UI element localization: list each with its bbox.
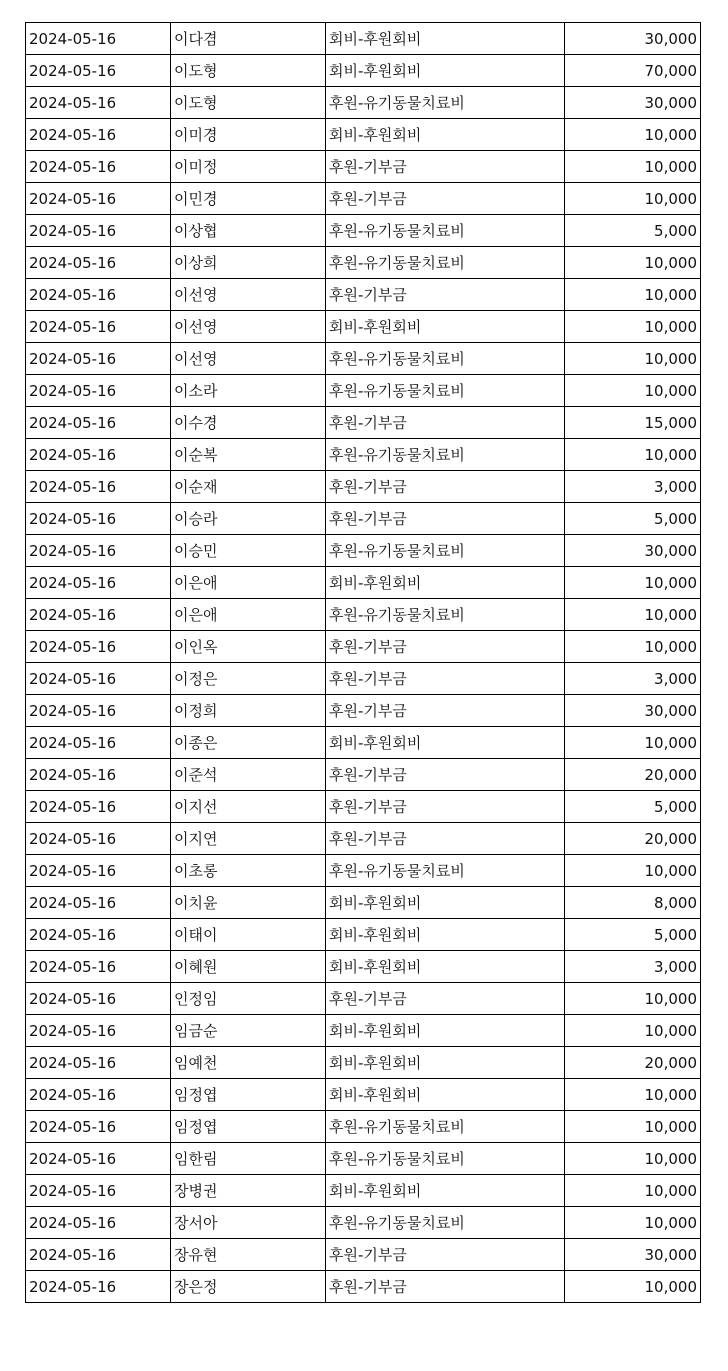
amount-cell: 30,000 [565,1239,701,1271]
donor-name-cell: 임금순 [171,1015,326,1047]
date-cell: 2024-05-16 [26,311,171,343]
amount-cell: 10,000 [565,1079,701,1111]
category-cell: 후원-기부금 [326,823,565,855]
date-cell: 2024-05-16 [26,1271,171,1303]
table-row [26,183,701,215]
table-row [26,663,701,695]
table-row [26,855,701,887]
category-cell: 회비-후원회비 [326,1175,565,1207]
amount-cell: 5,000 [565,919,701,951]
table-row [26,407,701,439]
table-row [26,23,701,55]
amount-cell: 10,000 [565,279,701,311]
table-row [26,1207,701,1239]
amount-cell: 10,000 [565,1015,701,1047]
date-cell: 2024-05-16 [26,279,171,311]
table-row [26,759,701,791]
amount-cell: 10,000 [565,1207,701,1239]
donor-name-cell: 이종은 [171,727,326,759]
donor-name-cell: 인정임 [171,983,326,1015]
table-row [26,727,701,759]
date-cell: 2024-05-16 [26,663,171,695]
category-cell: 후원-유기동물치료비 [326,1207,565,1239]
amount-cell: 20,000 [565,759,701,791]
amount-cell: 3,000 [565,471,701,503]
amount-cell: 30,000 [565,23,701,55]
amount-cell: 5,000 [565,503,701,535]
category-cell: 후원-기부금 [326,695,565,727]
amount-cell: 10,000 [565,119,701,151]
category-cell: 후원-기부금 [326,1271,565,1303]
table-row [26,1079,701,1111]
date-cell: 2024-05-16 [26,503,171,535]
category-cell: 후원-유기동물치료비 [326,439,565,471]
date-cell: 2024-05-16 [26,887,171,919]
category-cell: 회비-후원회비 [326,55,565,87]
amount-cell: 10,000 [565,599,701,631]
amount-cell: 10,000 [565,439,701,471]
category-cell: 회비-후원회비 [326,951,565,983]
category-cell: 후원-유기동물치료비 [326,215,565,247]
category-cell: 회비-후원회비 [326,1047,565,1079]
donor-name-cell: 이지연 [171,823,326,855]
date-cell: 2024-05-16 [26,535,171,567]
date-cell: 2024-05-16 [26,471,171,503]
category-cell: 후원-유기동물치료비 [326,375,565,407]
table-row [26,1111,701,1143]
donor-name-cell: 이미정 [171,151,326,183]
table-row [26,119,701,151]
donor-name-cell: 이승라 [171,503,326,535]
date-cell: 2024-05-16 [26,727,171,759]
date-cell: 2024-05-16 [26,919,171,951]
amount-cell: 20,000 [565,823,701,855]
donor-name-cell: 이정희 [171,695,326,727]
donor-name-cell: 이정은 [171,663,326,695]
category-cell: 회비-후원회비 [326,119,565,151]
donor-name-cell: 장은정 [171,1271,326,1303]
date-cell: 2024-05-16 [26,23,171,55]
amount-cell: 5,000 [565,215,701,247]
table-row [26,151,701,183]
donor-name-cell: 이도형 [171,87,326,119]
amount-cell: 10,000 [565,1175,701,1207]
donor-name-cell: 이수경 [171,407,326,439]
category-cell: 회비-후원회비 [326,311,565,343]
category-cell: 회비-후원회비 [326,919,565,951]
date-cell: 2024-05-16 [26,55,171,87]
table-row [26,1143,701,1175]
table-row [26,599,701,631]
amount-cell: 10,000 [565,1111,701,1143]
category-cell: 후원-유기동물치료비 [326,343,565,375]
donor-name-cell: 이은애 [171,567,326,599]
donor-name-cell: 이혜원 [171,951,326,983]
date-cell: 2024-05-16 [26,183,171,215]
amount-cell: 10,000 [565,151,701,183]
table-row [26,55,701,87]
date-cell: 2024-05-16 [26,951,171,983]
donor-name-cell: 이소라 [171,375,326,407]
date-cell: 2024-05-16 [26,1175,171,1207]
donor-name-cell: 이승민 [171,535,326,567]
donor-name-cell: 이도형 [171,55,326,87]
table-row [26,343,701,375]
donor-name-cell: 이선영 [171,279,326,311]
donor-name-cell: 이인옥 [171,631,326,663]
donor-name-cell: 임예천 [171,1047,326,1079]
category-cell: 후원-유기동물치료비 [326,535,565,567]
date-cell: 2024-05-16 [26,983,171,1015]
donor-name-cell: 임정엽 [171,1079,326,1111]
donor-name-cell: 장유현 [171,1239,326,1271]
donor-name-cell: 이선영 [171,343,326,375]
amount-cell: 10,000 [565,247,701,279]
donor-name-cell: 임한림 [171,1143,326,1175]
date-cell: 2024-05-16 [26,695,171,727]
donor-name-cell: 장병권 [171,1175,326,1207]
table-row [26,503,701,535]
date-cell: 2024-05-16 [26,1239,171,1271]
donor-name-cell: 이지선 [171,791,326,823]
category-cell: 후원-기부금 [326,471,565,503]
date-cell: 2024-05-16 [26,119,171,151]
category-cell: 회비-후원회비 [326,23,565,55]
category-cell: 회비-후원회비 [326,887,565,919]
amount-cell: 30,000 [565,695,701,727]
donor-name-cell: 이태이 [171,919,326,951]
category-cell: 후원-기부금 [326,983,565,1015]
amount-cell: 10,000 [565,631,701,663]
category-cell: 회비-후원회비 [326,1079,565,1111]
category-cell: 회비-후원회비 [326,567,565,599]
category-cell: 후원-기부금 [326,503,565,535]
table-row [26,1047,701,1079]
amount-cell: 10,000 [565,1143,701,1175]
category-cell: 후원-유기동물치료비 [326,1111,565,1143]
date-cell: 2024-05-16 [26,1143,171,1175]
date-cell: 2024-05-16 [26,823,171,855]
date-cell: 2024-05-16 [26,439,171,471]
table-row [26,887,701,919]
date-cell: 2024-05-16 [26,1015,171,1047]
category-cell: 후원-기부금 [326,631,565,663]
date-cell: 2024-05-16 [26,599,171,631]
category-cell: 후원-기부금 [326,663,565,695]
amount-cell: 70,000 [565,55,701,87]
date-cell: 2024-05-16 [26,1111,171,1143]
category-cell: 후원-유기동물치료비 [326,855,565,887]
table-row [26,567,701,599]
table-row [26,919,701,951]
donor-name-cell: 이순재 [171,471,326,503]
donor-name-cell: 이상협 [171,215,326,247]
amount-cell: 10,000 [565,1271,701,1303]
amount-cell: 10,000 [565,983,701,1015]
amount-cell: 10,000 [565,183,701,215]
table-row [26,983,701,1015]
table-row [26,1239,701,1271]
amount-cell: 10,000 [565,855,701,887]
category-cell: 후원-기부금 [326,407,565,439]
date-cell: 2024-05-16 [26,407,171,439]
table-row [26,87,701,119]
category-cell: 후원-기부금 [326,759,565,791]
category-cell: 후원-유기동물치료비 [326,247,565,279]
donor-name-cell: 이다겸 [171,23,326,55]
amount-cell: 8,000 [565,887,701,919]
amount-cell: 3,000 [565,663,701,695]
table-row [26,247,701,279]
table-row [26,1271,701,1303]
amount-cell: 10,000 [565,311,701,343]
amount-cell: 10,000 [565,727,701,759]
table-row [26,631,701,663]
date-cell: 2024-05-16 [26,1079,171,1111]
date-cell: 2024-05-16 [26,247,171,279]
donor-name-cell: 이준석 [171,759,326,791]
date-cell: 2024-05-16 [26,631,171,663]
table-row [26,311,701,343]
category-cell: 후원-기부금 [326,151,565,183]
table-row [26,951,701,983]
date-cell: 2024-05-16 [26,855,171,887]
amount-cell: 10,000 [565,567,701,599]
donor-name-cell: 이순복 [171,439,326,471]
donor-name-cell: 장서아 [171,1207,326,1239]
donor-name-cell: 이상희 [171,247,326,279]
table-row [26,439,701,471]
category-cell: 후원-기부금 [326,1239,565,1271]
amount-cell: 10,000 [565,375,701,407]
table-row [26,535,701,567]
category-cell: 회비-후원회비 [326,1015,565,1047]
date-cell: 2024-05-16 [26,567,171,599]
amount-cell: 30,000 [565,535,701,567]
table-row [26,791,701,823]
date-cell: 2024-05-16 [26,759,171,791]
table-row [26,279,701,311]
date-cell: 2024-05-16 [26,343,171,375]
amount-cell: 15,000 [565,407,701,439]
date-cell: 2024-05-16 [26,1047,171,1079]
donor-name-cell: 임정엽 [171,1111,326,1143]
table-row [26,1015,701,1047]
date-cell: 2024-05-16 [26,151,171,183]
category-cell: 후원-기부금 [326,279,565,311]
category-cell: 후원-기부금 [326,791,565,823]
date-cell: 2024-05-16 [26,1207,171,1239]
donor-name-cell: 이치윤 [171,887,326,919]
date-cell: 2024-05-16 [26,215,171,247]
category-cell: 후원-유기동물치료비 [326,599,565,631]
amount-cell: 5,000 [565,791,701,823]
table-row [26,1175,701,1207]
table-row [26,823,701,855]
table-row [26,471,701,503]
donor-name-cell: 이선영 [171,311,326,343]
donation-ledger-table [25,22,701,1303]
category-cell: 회비-후원회비 [326,727,565,759]
amount-cell: 3,000 [565,951,701,983]
amount-cell: 30,000 [565,87,701,119]
table-row [26,695,701,727]
ledger-body [26,23,701,1303]
date-cell: 2024-05-16 [26,375,171,407]
donor-name-cell: 이민경 [171,183,326,215]
category-cell: 후원-기부금 [326,183,565,215]
amount-cell: 10,000 [565,343,701,375]
donor-name-cell: 이은애 [171,599,326,631]
date-cell: 2024-05-16 [26,791,171,823]
date-cell: 2024-05-16 [26,87,171,119]
amount-cell: 20,000 [565,1047,701,1079]
donor-name-cell: 이미경 [171,119,326,151]
category-cell: 후원-유기동물치료비 [326,1143,565,1175]
category-cell: 후원-유기동물치료비 [326,87,565,119]
donor-name-cell: 이초롱 [171,855,326,887]
table-row [26,375,701,407]
table-row [26,215,701,247]
